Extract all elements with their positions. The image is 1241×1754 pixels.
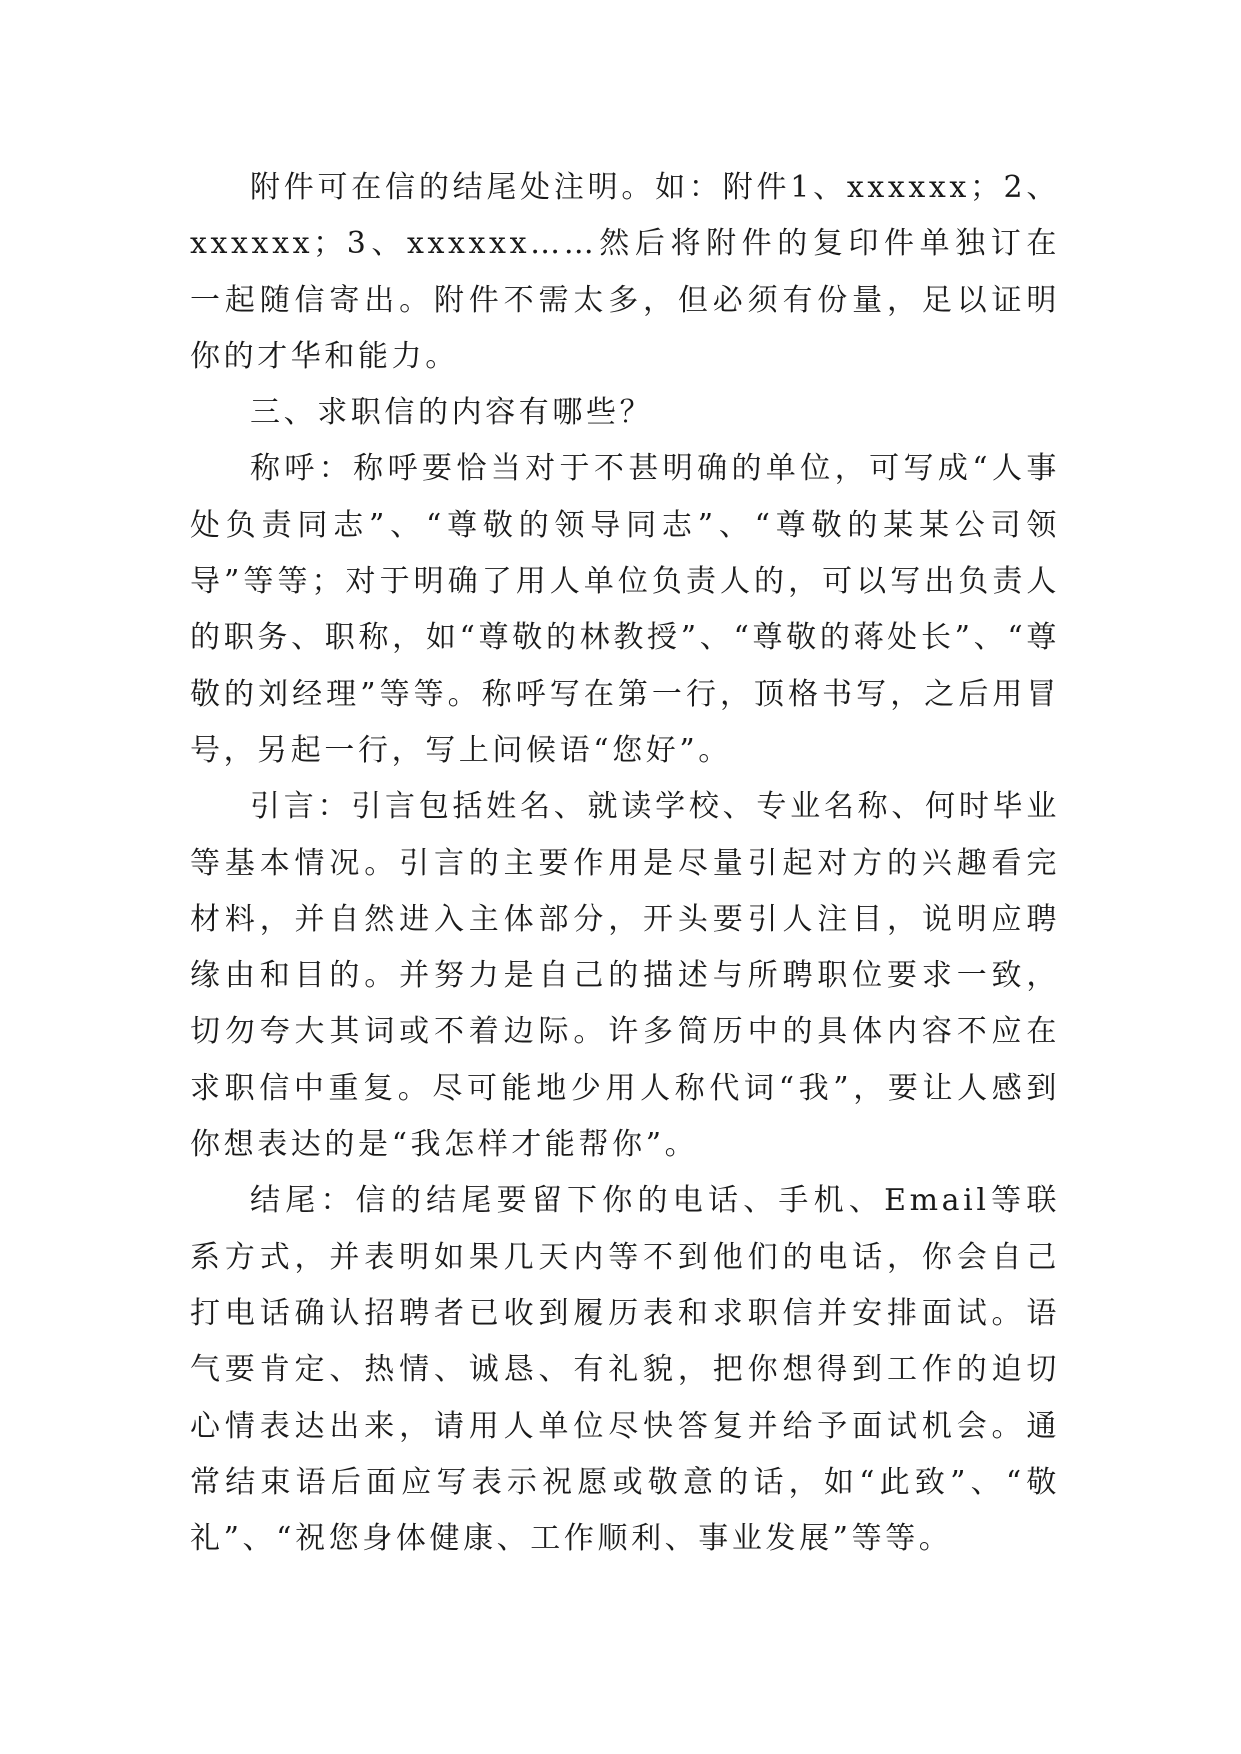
paragraph-closing: 结尾：信的结尾要留下你的电话、手机、Email等联系方式，并表明如果几天内等不到他们的电话，你会自己打电话确认招聘者已收到履历表和求职信并安排面试。语气要肯定、热情、诚恳、有礼貌，把你想得到工作的迫切心情表达出来，请用人单位尽快答复并给予面试机会。通常结束语后面应写表示祝愿或敬意的话，如“此致”、“敬礼”、“祝您身体健康、工作顺利、事业发展”等等。: [190, 1183, 1060, 1557]
paragraph-salutation: 称呼：称呼要恰当对于不甚明确的单位，可写成“人事处负责同志”、“尊敬的领导同志”、“尊敬的某某公司领导”等等；对于明确了用人单位负责人的，可以写出负责人的职务、职称，如“尊敬的林教授”、“尊敬的蒋处长”、“尊敬的刘经理”等等。称呼写在第一行，顶格书写，之后用冒号，另起一行，写上问候语“您好”。: [190, 451, 1060, 768]
section-heading-contents: 三、求职信的内容有哪些？: [250, 395, 654, 431]
paragraph-introduction: 引言：引言包括姓名、就读学校、专业名称、何时毕业等基本情况。引言的主要作用是尽量引起对方的兴趣看完材料，并自然进入主体部分，开头要引人注目，说明应聘缘由和目的。并努力是自己的描述与所聘职位要求一致，切勿夸大其词或不着边际。许多简历中的具体内容不应在求职信中重复。尽可能地少用人称代词“我”，要让人感到你想表达的是“我怎样才能帮你”。: [190, 789, 1060, 1163]
document-body: [190, 160, 1060, 1567]
paragraph-attachments: 附件可在信的结尾处注明。如：附件1、xxxxxx；2、xxxxxx；3、xxxxxx……然后将附件的复印件单独订在一起随信寄出。附件不需太多，但必须有份量，足以证明你的才华和能力。: [190, 170, 1060, 374]
